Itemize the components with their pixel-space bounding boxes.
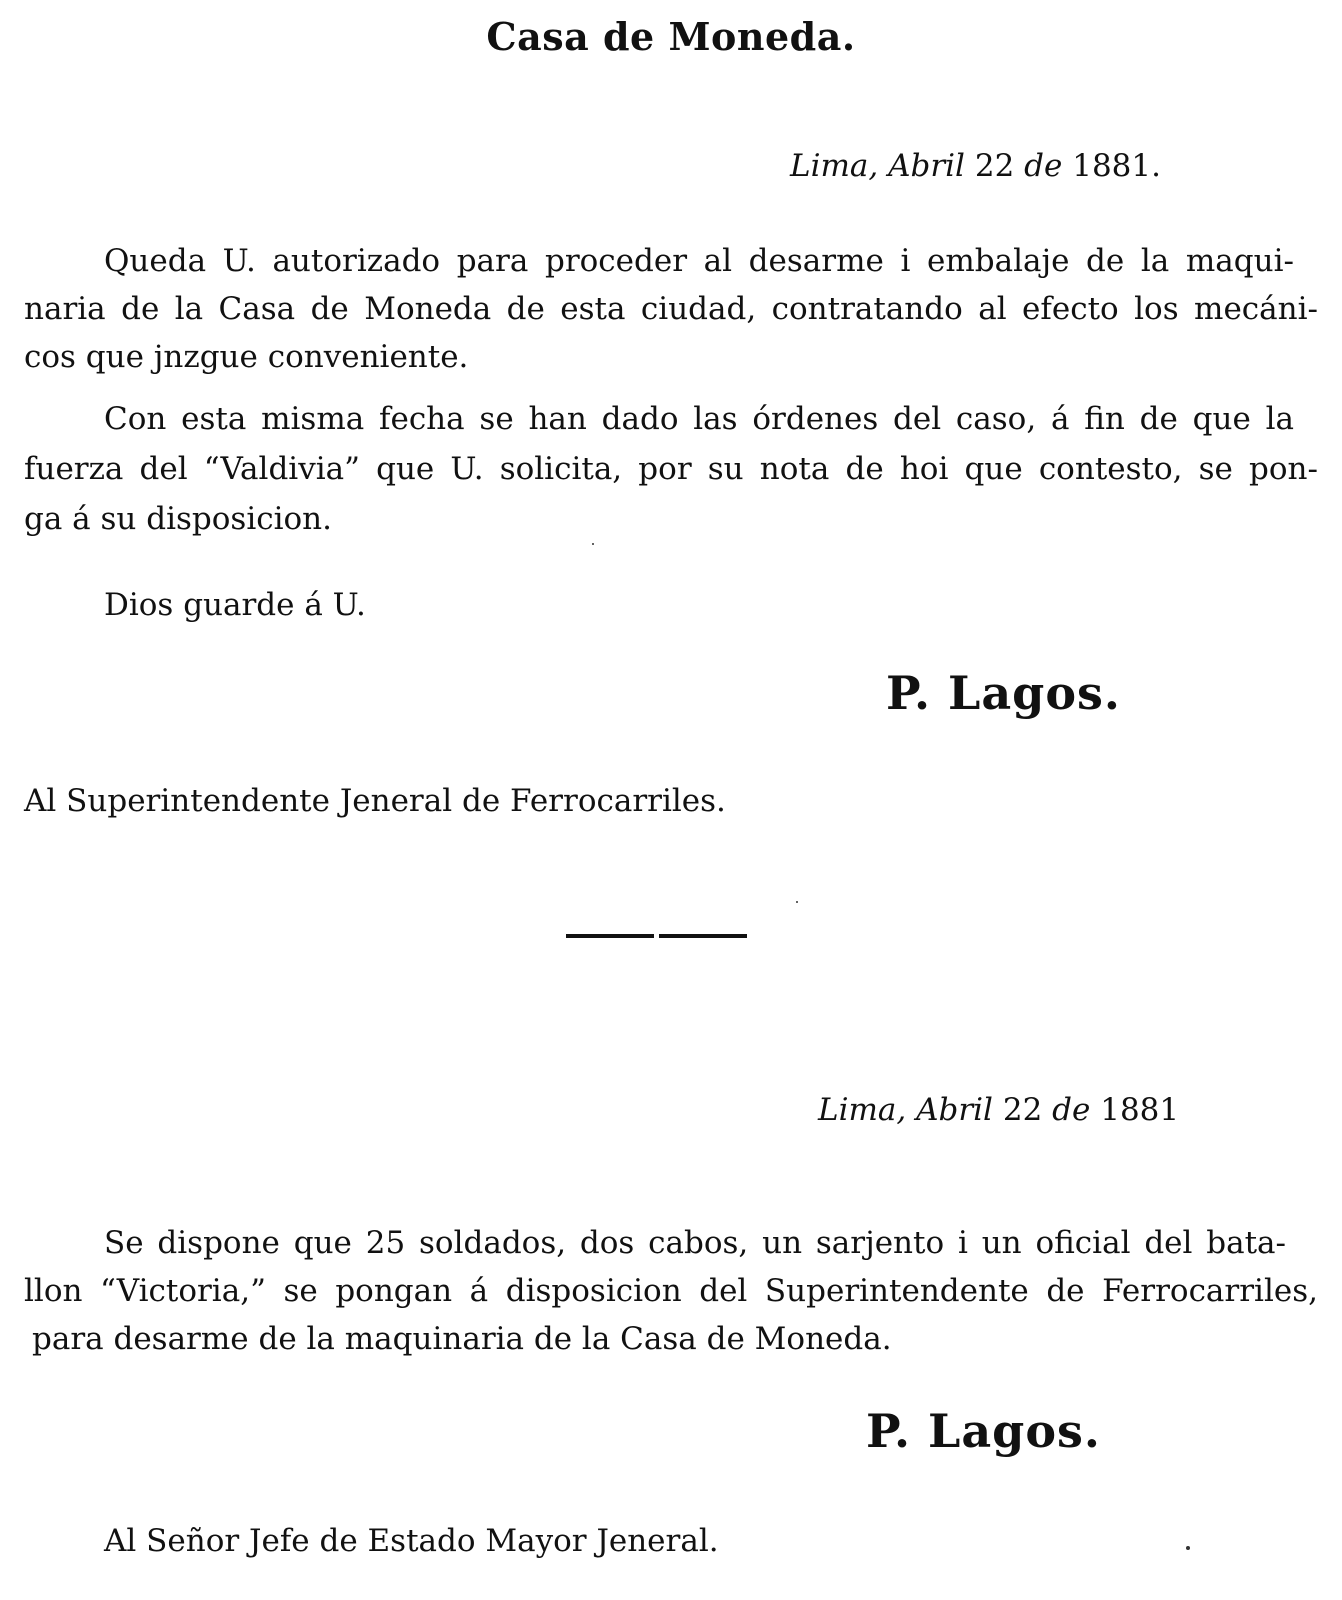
text-line: Se dispone que 25 soldados, dos cabos, un sarjento i un oficial del bata- [104, 1225, 1286, 1261]
date-city: Lima, [818, 1092, 907, 1128]
paper-speck [1186, 1546, 1190, 1550]
paper-speck [592, 543, 594, 545]
date-year: 1881. [1072, 148, 1161, 184]
page-title: Casa de Moneda. [486, 14, 856, 59]
text-line: Queda U. autorizado para proceder al desarme i embalaje de la maqui- [104, 243, 1294, 279]
letter1-closing: Dios guarde á U. [104, 587, 366, 623]
text-line: Con esta misma fecha se han dado las órdenes del caso, á fin de que la [104, 401, 1294, 437]
paper-speck [796, 901, 798, 903]
divider-right [659, 934, 747, 938]
text-line: para desarme de la maquinaria de la Casa de Moneda. [32, 1321, 892, 1357]
date-year: 1881 [1100, 1092, 1180, 1128]
text-line: llon “Victoria,” se pongan á disposicion del Superintendente de Ferrocarriles, [24, 1273, 1318, 1309]
text-line: ga á su disposicion. [24, 501, 333, 537]
date-city: Lima, [790, 148, 879, 184]
letter2-signature: P. Lagos. [866, 1404, 1101, 1458]
date-de: de [1052, 1092, 1091, 1128]
date-day: 22 [1002, 1092, 1043, 1128]
letter1-addressee: Al Superintendente Jeneral de Ferrocarriles. [24, 783, 726, 819]
divider-left [566, 934, 654, 938]
date-de: de [1024, 148, 1063, 184]
letter2-dateline [818, 1092, 1179, 1128]
letter1-dateline [790, 148, 1161, 184]
date-month: Abril [916, 1092, 993, 1128]
text-line: cos que jnzgue conveniente. [24, 339, 469, 375]
letter2-addressee: Al Señor Jefe de Estado Mayor Jeneral. [104, 1523, 719, 1559]
text-line: fuerza del “Valdivia” que U. solicita, por su nota de hoi que contesto, se pon- [24, 451, 1318, 487]
text-line: naria de la Casa de Moneda de esta ciudad, contratando al efecto los mecáni- [24, 291, 1318, 327]
date-day: 22 [974, 148, 1015, 184]
letter1-signature: P. Lagos. [886, 666, 1121, 720]
date-month: Abril [888, 148, 965, 184]
